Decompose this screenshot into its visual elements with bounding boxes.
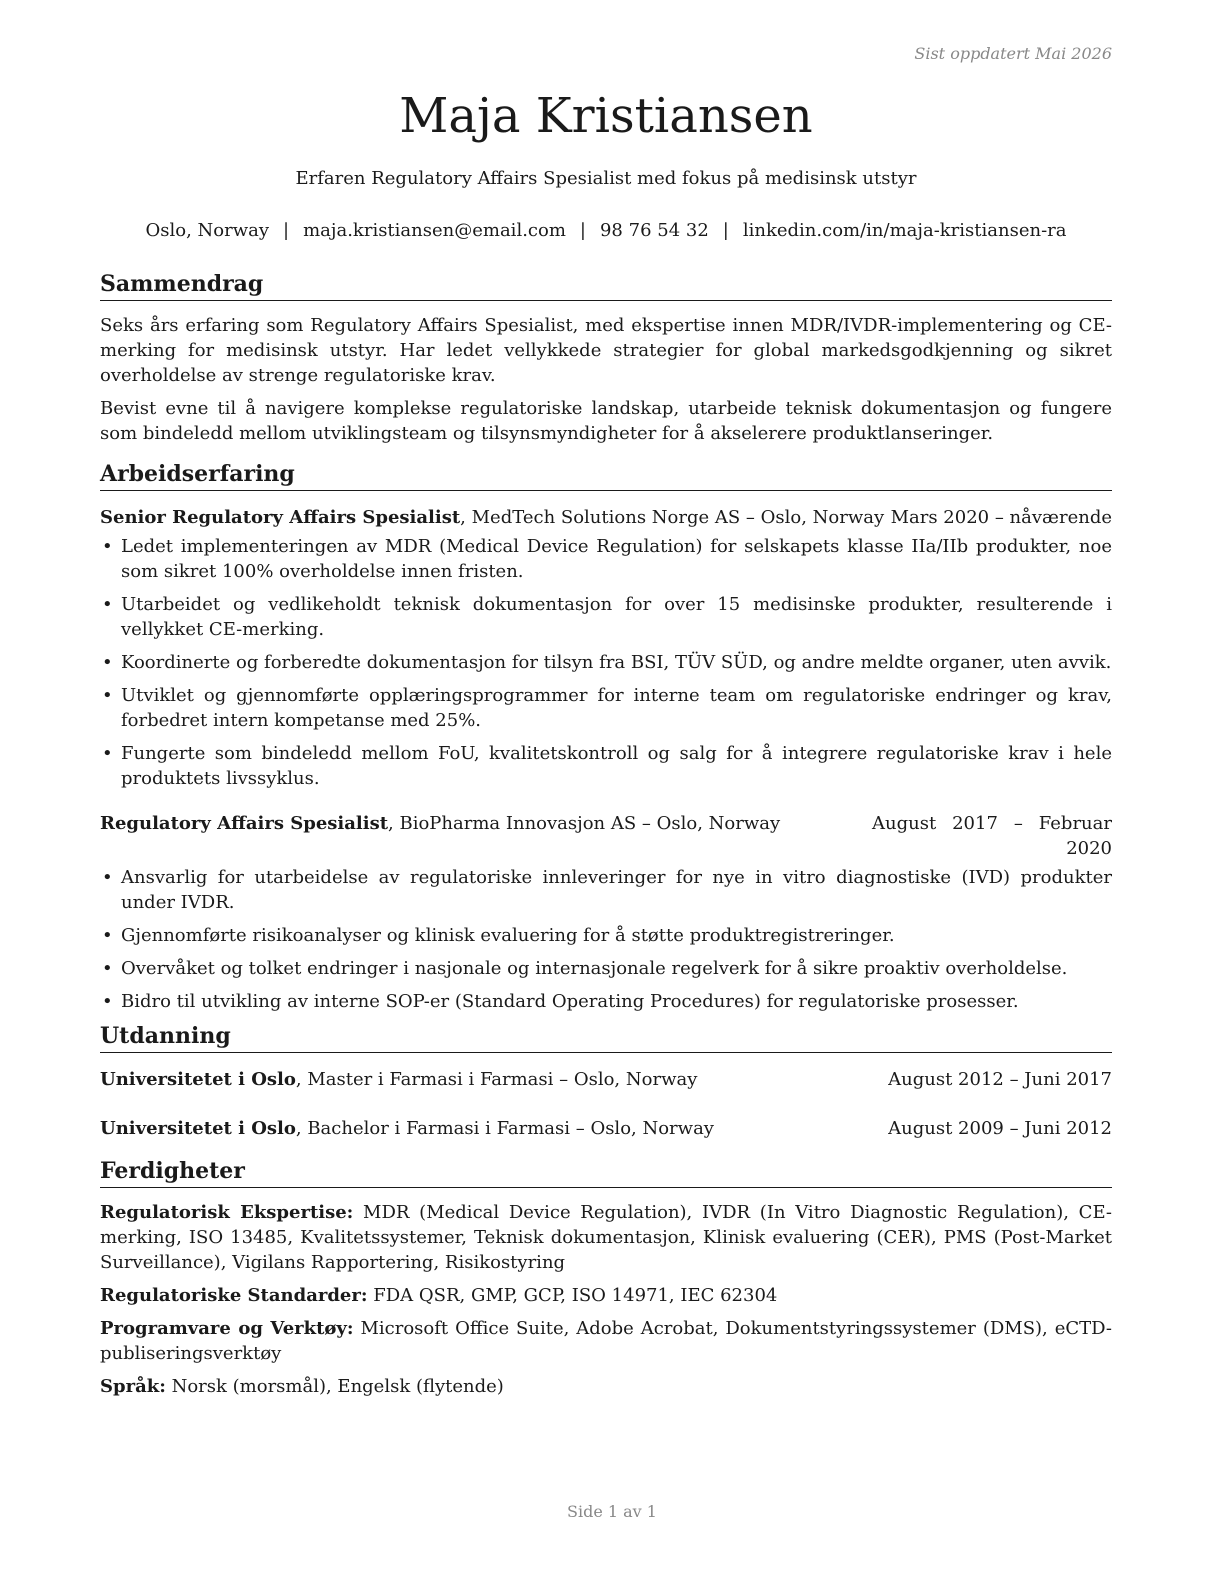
last-updated: Sist oppdatert Mai 2026 xyxy=(914,44,1112,63)
job-bullet: • Bidro til utvikling av interne SOP-er (Standard Operating Procedures) for regulatoriske prosesser. xyxy=(100,989,1112,1014)
education-title-line xyxy=(100,1116,714,1141)
contact-phone: 98 76 54 32 xyxy=(599,220,709,241)
education-dates: August 2012 – Juni 2017 xyxy=(888,1069,1112,1090)
job-role: Regulatory Affairs Spesialist xyxy=(100,813,389,834)
job-header xyxy=(100,811,1112,861)
job-bullet: • Utarbeidet og vedlikeholdt teknisk dokumentasjon for over 15 medisinske produkter, resulterende i vellykket CE-merking. xyxy=(100,592,1112,642)
education-title-line xyxy=(100,1067,697,1092)
skill-label: Regulatoriske Standarder: xyxy=(100,1285,368,1306)
job-role: Senior Regulatory Affairs Spesialist xyxy=(100,507,461,528)
contact-location: Oslo, Norway xyxy=(145,220,270,241)
summary-paragraph: Seks års erfaring som Regulatory Affairs Spesialist, med ekspertise innen MDR/IVDR-implementering og CE-merking for medisinsk utstyr. Har ledet vellykkede strategier for global markedsgodkjenning og sikret overholdelse av strenge regulatoriske krav. xyxy=(100,315,1112,386)
section-title-experience: Arbeidserfaring xyxy=(100,460,1112,491)
section-title-education: Utdanning xyxy=(100,1022,1112,1053)
contact-separator: | xyxy=(283,220,290,241)
experience-section xyxy=(100,460,1112,1014)
job-bullets xyxy=(100,865,1112,1014)
section-title-summary: Sammendrag xyxy=(100,270,1112,301)
job-title-line xyxy=(100,811,780,861)
education-degree: , Bachelor i Farmasi i Farmasi – Oslo, Norway xyxy=(295,1118,714,1139)
page-number: Side 1 av 1 xyxy=(567,1502,657,1521)
job-bullet: • Koordinerte og forberedte dokumentasjon for tilsyn fra BSI, TÜV SÜD, og andre meldte organer, uten avvik. xyxy=(100,650,1112,675)
contact-line xyxy=(100,220,1112,241)
job-company: , MedTech Solutions Norge AS – Oslo, Norway xyxy=(460,507,885,528)
job-bullet: • Utviklet og gjennomførte opplæringsprogrammer for interne team om regulatoriske endringer og krav, forbedret intern kompetanse med 25%. xyxy=(100,683,1112,733)
education-degree: , Master i Farmasi i Farmasi – Oslo, Norway xyxy=(295,1069,698,1090)
education-item xyxy=(100,1067,1112,1092)
skill-value: Microsoft Office Suite, Adobe Acrobat, Dokumentstyringssystemer (DMS), eCTD-publiseringsverktøy xyxy=(100,1318,1112,1364)
job-bullet: • Ansvarlig for utarbeidelse av regulatoriske innleveringer for nye in vitro diagnostiske (IVD) produkter under IVDR. xyxy=(100,865,1112,915)
job-dates: August 2017 – Februar 2020 xyxy=(872,813,1112,859)
skill-label: Programvare og Verktøy: xyxy=(100,1318,354,1339)
education-item xyxy=(100,1116,1112,1141)
job-bullet: • Ledet implementeringen av MDR (Medical Device Regulation) for selskapets klasse IIa/IIb produkter, noe som sikret 100% overholdelse innen fristen. xyxy=(100,534,1112,584)
resume-content xyxy=(100,270,1112,1399)
headline: Erfaren Regulatory Affairs Spesialist med fokus på medisinsk utstyr xyxy=(295,168,917,189)
job-bullet: • Overvåket og tolket endringer i nasjonale og internasjonale regelverk for å sikre proaktiv overholdelse. xyxy=(100,956,1112,981)
summary-paragraph: Bevist evne til å navigere komplekse regulatoriske landskap, utarbeide teknisk dokumentasjon og fungere som bindeledd mellom utviklingsteam og tilsynsmyndigheter for å akselerere produktlanseringer. xyxy=(100,398,1112,444)
job-bullet: • Fungerte som bindeledd mellom FoU, kvalitetskontroll og salg for å integrere regulatoriske krav i hele produktets livssyklus. xyxy=(100,741,1112,791)
contact-separator: | xyxy=(579,220,586,241)
job-dates: Mars 2020 – nåværende xyxy=(890,507,1112,528)
candidate-name: Maja Kristiansen xyxy=(399,88,813,144)
section-title-skills: Ferdigheter xyxy=(100,1157,1112,1188)
skill-value: Norsk (morsmål), Engelsk (flytende) xyxy=(165,1376,504,1397)
skill-label: Regulatorisk Ekspertise: xyxy=(100,1202,354,1223)
skill-value: FDA QSR, GMP, GCP, ISO 14971, IEC 62304 xyxy=(367,1285,778,1306)
summary-section xyxy=(100,270,1112,446)
education-school: Universitetet i Oslo xyxy=(100,1118,296,1139)
job-header xyxy=(100,505,1112,530)
skill-group xyxy=(100,1316,1112,1366)
job-bullets xyxy=(100,534,1112,791)
education-dates: August 2009 – Juni 2012 xyxy=(888,1118,1112,1139)
job-bullet: • Gjennomførte risikoanalyser og klinisk evaluering for å støtte produktregistreringer. xyxy=(100,923,1112,948)
job-company: , BioPharma Innovasjon AS – Oslo, Norway xyxy=(388,813,781,834)
skill-group xyxy=(100,1374,1112,1399)
job-title-line xyxy=(100,505,884,530)
contact-separator: | xyxy=(722,220,729,241)
contact-email: maja.kristiansen@email.com xyxy=(303,220,566,241)
skill-group xyxy=(100,1283,1112,1308)
education-section xyxy=(100,1022,1112,1141)
education-school: Universitetet i Oslo xyxy=(100,1069,296,1090)
skill-group xyxy=(100,1200,1112,1275)
skill-label: Språk: xyxy=(100,1376,166,1397)
contact-linkedin: linkedin.com/in/maja-kristiansen-ra xyxy=(742,220,1067,241)
skills-section xyxy=(100,1157,1112,1399)
skill-value: MDR (Medical Device Regulation), IVDR (In Vitro Diagnostic Regulation), CE-merking, ISO 13485, Kvalitetssystemer, Teknisk dokumentasjon, Klinisk evaluering (CER), PMS (Post-Market Surveillance), Vigilans Rapportering, Risikostyring xyxy=(100,1202,1113,1273)
